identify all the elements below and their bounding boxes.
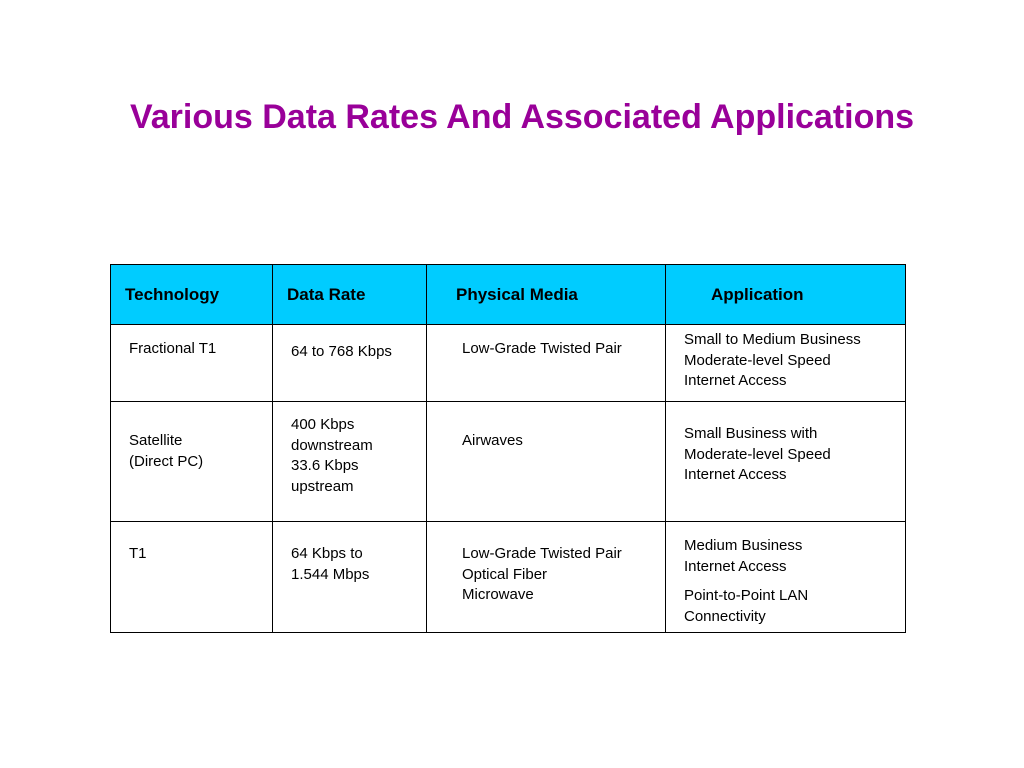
table-row	[111, 522, 906, 633]
header-technology: Technology	[111, 265, 273, 325]
cell-application: Small Business with Moderate-level Speed Internet Access	[666, 402, 906, 522]
cell-application: Small to Medium Business Moderate-level Speed Internet Access	[666, 325, 906, 402]
header-application: Application	[666, 265, 906, 325]
header-data-rate: Data Rate	[273, 265, 427, 325]
cell-technology: Satellite (Direct PC)	[111, 402, 273, 522]
table-header-row	[111, 265, 906, 325]
header-physical-media: Physical Media	[427, 265, 666, 325]
page-title: Various Data Rates And Associated Applications	[129, 98, 915, 136]
cell-technology: T1	[111, 522, 273, 633]
data-rates-table	[110, 264, 906, 633]
cell-physical-media: Low-Grade Twisted Pair Optical Fiber Microwave	[427, 522, 666, 633]
cell-application: Medium Business Internet Access Point-to-Point LAN Connectivity	[666, 522, 906, 633]
data-rates-table-container	[110, 264, 905, 632]
table-row	[111, 325, 906, 402]
cell-physical-media: Low-Grade Twisted Pair	[427, 325, 666, 402]
cell-technology: Fractional T1	[111, 325, 273, 402]
cell-physical-media: Airwaves	[427, 402, 666, 522]
cell-data-rate: 400 Kbps downstream 33.6 Kbps upstream	[273, 402, 427, 522]
table-row	[111, 402, 906, 522]
cell-data-rate: 64 to 768 Kbps	[273, 325, 427, 402]
cell-data-rate: 64 Kbps to 1.544 Mbps	[273, 522, 427, 633]
